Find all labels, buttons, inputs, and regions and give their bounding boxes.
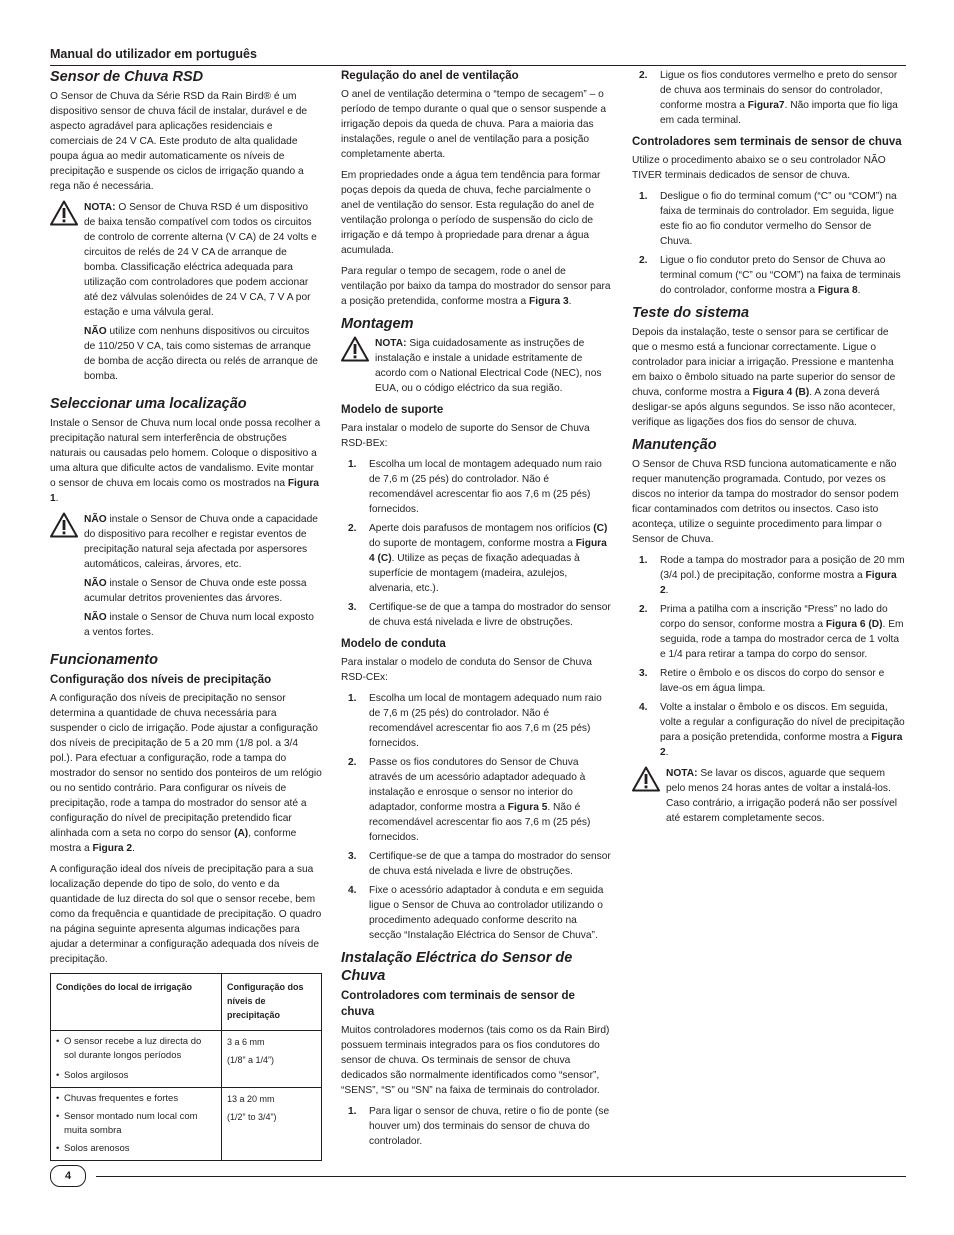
heading-modelo-conduta: Modelo de conduta bbox=[341, 638, 446, 650]
list-item: 2. Ligue os fios condutores vermelho e preto do sensor de chuva aos terminais do sensor do controlador, conforme mostra a Figura7. Não importa que fio liga em cada terminal. bbox=[639, 70, 898, 126]
column-right bbox=[632, 68, 906, 832]
paragraph-localizacao: Instale o Sensor de Chuva num local onde possa recolher a precipitação natural sem interferência de obstruções naturais ou causadas pelo homem. Coloque o dispositivo a uma altura que dificulte actos de vandalismo. Evite montar o sensor de chuva em locais como os mostrados na Figura 1. bbox=[50, 418, 321, 504]
header-divider bbox=[50, 65, 906, 66]
list-item: • Chuvas frequentes e fortes bbox=[56, 1092, 216, 1106]
paragraph-suporte: Para instalar o modelo de suporte do Sensor de Chuva RSD-BEx: bbox=[341, 423, 590, 449]
heading-regulacao-anel: Regulação do anel de ventilação bbox=[341, 70, 519, 82]
page-number: 4 bbox=[50, 1165, 86, 1187]
footer-divider bbox=[96, 1176, 906, 1177]
column-left bbox=[50, 68, 322, 1161]
list-item: 3. Certifique-se de que a tampa do mostrador do sensor de chuva está nivelada e livre de obstruções. bbox=[348, 602, 611, 628]
heading-modelo-suporte: Modelo de suporte bbox=[341, 404, 444, 416]
steps-conduta bbox=[341, 691, 611, 943]
table-cell-conditions bbox=[51, 1031, 222, 1088]
list-item: 1. Desligue o fio do terminal comum (“C” ou “COM”) na faixa de terminais do controlador. Em seguida, ligue este fio ao fio condutor vermelho do Sensor de Chuva. bbox=[639, 191, 897, 247]
heading-controladores-sem-terminais: Controladores sem terminais de sensor de chuva bbox=[632, 136, 902, 148]
precipitation-settings-table bbox=[50, 973, 322, 1161]
table-cell-setting: 3 a 6 mm (1/8” a 1/4”) bbox=[222, 1031, 322, 1088]
steps-suporte bbox=[341, 457, 611, 630]
steps-com-terminais bbox=[341, 1104, 611, 1149]
list-item: 2. Passe os fios condutores do Sensor de Chuva através de um acessório adaptador adequado à instalação e enrosque o sensor no interior do adaptador, conforme mostra a Figura 5. Não é recomendável acrescentar fio aos 7,6 m (25 pés) fornecidos. bbox=[348, 757, 591, 843]
list-item: 2. Prima a patilha com a inscrição “Press” no lado do corpo do sensor, conforme mostra a Figura 6 (D). Em seguida, rode a tampa do mostrador cerca de 1 volta e 1/4 para retirar a tampa do corpo do sensor. bbox=[639, 604, 904, 660]
note-low-voltage bbox=[50, 200, 322, 384]
list-item: 3. Certifique-se de que a tampa do mostrador do sensor de chuva está nivelada e livre de obstruções. bbox=[348, 851, 611, 877]
heading-manutencao: Manutenção bbox=[632, 437, 717, 453]
warning-icon bbox=[341, 336, 369, 362]
note-label: NOTA: bbox=[84, 202, 116, 213]
list-item: 1. Rode a tampa do mostrador para a posição de 20 mm (3/4 pol.) de precipitação, conforme mostra a Figura 2. bbox=[639, 555, 905, 596]
list-item: • O sensor recebe a luz directa do sol durante longos períodos bbox=[56, 1035, 216, 1063]
heading-configuracao-niveis: Configuração dos níveis de precipitação bbox=[50, 674, 272, 686]
warning-icon bbox=[50, 200, 78, 226]
steps-sem-terminais bbox=[632, 189, 906, 298]
list-item: 2. Ligue o fio condutor preto do Sensor de Chuva ao terminal comum (“C” ou “COM”) na faixa de terminais do controlador, conforme mostra a Figura 8. bbox=[639, 255, 901, 296]
list-item: • Sensor montado num local com muita sombra bbox=[56, 1110, 216, 1138]
list-item: 3. Retire o êmbolo e os discos do corpo do sensor e lave-os em água limpa. bbox=[639, 668, 885, 694]
table-row bbox=[51, 1088, 322, 1161]
list-item: 1. Escolha um local de montagem adequado num raio de 7,6 m (25 pés) do controlador. Não é recomendável acrescentar fio aos 7,6 m (25 pés) fornecidos. bbox=[348, 459, 602, 515]
paragraph-configuracao-1: A configuração dos níveis de precipitação no sensor determina a quantidade de chuva necessária para suspender o ciclo de irrigação. Pode ajustar a configuração dos níveis de precipitação de 5 a 20 mm (1/8 pol. a 3/4 pol.). Para efectuar a configuração, rode a tampa do mostrador do sensor no sentido dos ponteiros de um relógio ou no sentido contrário. Para configurar os níveis de precipitação, rode a tampa do mostrador do sensor até a configuração do nível de precipitação pretendido ficar alinhada com a seta no corpo do sensor (A), conforme mostra a Figura 2. bbox=[50, 693, 322, 854]
heading-sensor-de-chuva: Sensor de Chuva RSD bbox=[50, 69, 204, 85]
warning-icon bbox=[632, 766, 660, 792]
paragraph-manutencao: O Sensor de Chuva RSD funciona automaticamente e não requer manutenção programada. Contudo, por vezes os discos no interior da tampa do mostrador do sensor podem ficar contaminados com detritos ou insectos. Caso isto aconteça, utilize o seguinte procedimento para limpar o Sensor de Chuva. bbox=[632, 459, 899, 545]
note-text: utilize com nenhuns dispositivos ou circuitos de 110/250 V CA, tais como sistemas de arranque de bomba de acção directa ou relés de arranque de bomba. bbox=[84, 326, 318, 382]
paragraph-controladores-sem: Utilize o procedimento abaixo se o seu controlador NÃO TIVER terminais dedicados de sensor de chuva. bbox=[632, 155, 886, 181]
list-item: • Solos argilosos bbox=[56, 1069, 216, 1083]
table-row bbox=[51, 1031, 322, 1088]
table-header-cell: Condições do local de irrigação bbox=[51, 974, 222, 1031]
paragraph-conduta: Para instalar o modelo de conduta do Sensor de Chuva RSD-CEx: bbox=[341, 657, 592, 683]
note-text: O Sensor de Chuva RSD é um dispositivo de baixa tensão compatível com todos os circuitos de controlo de corrente alterna (V CA) de 24 volts e circuitos de relés de 24 V CA de arranque de bomba. Classificação eléctrica adequada para utilização com controladores que podem accionar até dez válvulas solenóides de 24 V CA, 7 V A por estação e uma válvula geral. bbox=[84, 202, 317, 318]
paragraph-anel-3: Para regular o tempo de secagem, rode o anel de ventilação por baixo da tampa do mostrador do sensor para a posição pretendida, conforme mostra a Figura 3. bbox=[341, 266, 611, 307]
note-location-warnings: NÃO instale o Sensor de Chuva onde a capacidade do dispositivo para recolher e registar eventos de precipitação natural seja afectada por aspersores automáticos, caleiras, árvores, etc. NÃO instale o Sensor de Chuva onde este possa acumular detritos provenientes das árvores. NÃO instale o Sensor de Chuva num local exposto a ventos fortes. bbox=[50, 512, 322, 640]
heading-montagem: Montagem bbox=[341, 316, 414, 332]
list-item: 2. Aperte dois parafusos de montagem nos orifícios (C) do suporte de montagem, conforme mostra a Figura 4 (C). Utilize as peças de fixação adequadas à superfície de montagem (madeira, azulejos, alvenaria, etc.). bbox=[348, 523, 608, 594]
column-middle bbox=[341, 68, 611, 1155]
list-item: • Solos arenosos bbox=[56, 1142, 216, 1156]
heading-teste-sistema: Teste do sistema bbox=[632, 305, 750, 321]
list-item: 4. Volte a instalar o êmbolo e os discos. Em seguida, volte a regular a configuração do nível de precipitação para a posição pretendida, conforme mostra a Figura 2. bbox=[639, 702, 905, 758]
heading-seleccionar-localizacao: Seleccionar uma localização bbox=[50, 396, 247, 412]
paragraph-configuracao-2: A configuração ideal dos níveis de precipitação para a sua localização depende do tipo de solo, do vento e da quantidade de luz directa do sol que o sensor recebe, bem como da frequência e quantidade de precipitação. O quadro na página seguinte apresenta algumas indicações para ajudar a determinar a configuração adequada dos níveis de precipitação. bbox=[50, 864, 322, 965]
note-drying: NOTA: Se lavar os discos, aguarde que sequem pelo menos 24 horas antes de voltar a instalá-los. Caso contrário, a irrigação poderá não ser possível até estarem completamente secos. bbox=[632, 766, 906, 826]
list-item: 4. Fixe o acessório adaptador à conduta e em seguida ligue o Sensor de Chuva ao controlador utilizando o procedimento adequado conforme descrito na secção “Instalação Eléctrica do Sensor de Chuva”. bbox=[348, 885, 604, 941]
paragraph-teste: Depois da instalação, teste o sensor para se certificar de que o mesmo está a funcionar correctamente. Ligue o controlador para iniciar a irrigação. Pressione e mantenha em baixo o êmbolo situado na parte superior do sensor de chuva, conforme mostra a Figura 4 (B). A zona deverá desligar-se após alguns segundos. Se isso não acontecer, verifique as ligações dos fios do sensor de chuva. bbox=[632, 327, 896, 428]
list-item: 1. Para ligar o sensor de chuva, retire o fio de ponte (se houver um) dos terminais do sensor de chuva do controlador. bbox=[348, 1106, 610, 1147]
steps-manutencao bbox=[632, 553, 906, 760]
paragraph-sensor-intro: O Sensor de Chuva da Série RSD da Rain Bird® é um dispositivo sensor de chuva fácil de instalar, durável e de aspecto agradável para aplicações residenciais e comerciais de 24 V CA. Este produto de alta qualidade poupa água ao medir automaticamente os níveis de precipitação e suspende os ciclos de irrigação quando a rega não é necessária. bbox=[50, 91, 308, 192]
table-header-row bbox=[51, 974, 322, 1031]
page-header-title: Manual do utilizador em português bbox=[50, 47, 257, 61]
table-header-cell: Configuração dos níveis de precipitação bbox=[222, 974, 322, 1031]
paragraph-controladores-com: Muitos controladores modernos (tais como os da Rain Bird) possuem terminais integrados para os fios condutores do sensor de chuva. Os terminais de sensor de chuva dedicados são normalmente identificados como “sensor”, “SENS”, “S” ou “SN” na faixa de terminais do controlador. bbox=[341, 1025, 610, 1096]
table-cell-setting: 13 a 20 mm (1/2” to 3/4”) bbox=[222, 1088, 322, 1161]
heading-instalacao-electrica: Instalação Eléctrica do Sensor de Chuva bbox=[341, 950, 573, 984]
steps-com-terminais-cont bbox=[632, 68, 906, 128]
table-cell-conditions bbox=[51, 1088, 222, 1161]
note-nao-label: NÃO bbox=[84, 326, 107, 337]
list-item: 1. Escolha um local de montagem adequado num raio de 7,6 m (25 pés) do controlador. Não é recomendável acrescentar fio aos 7,6 m (25 pés) fornecidos. bbox=[348, 693, 602, 749]
paragraph-anel-2: Em propriedades onde a água tem tendência para formar poças depois da queda de chuva, feche parcialmente o anel de ventilação do sensor. Esta regulação do anel de ventilação prolonga o período de suspensão do ciclo de irrigação e dá tempo à propriedade para drenar a água acumulada. bbox=[341, 170, 601, 256]
heading-funcionamento: Funcionamento bbox=[50, 652, 158, 668]
note-nec: NOTA: Siga cuidadosamente as instruções de instalação e instale a unidade estritamente de acordo com o National Electrical Code (NEC), nos EUA, ou o código eléctrico da sua região. bbox=[341, 336, 611, 396]
heading-controladores-com-terminais: Controladores com terminais de sensor de chuva bbox=[341, 990, 575, 1018]
paragraph-anel-1: O anel de ventilação determina o “tempo de secagem” – o período de tempo durante o qual que o sensor suspende a irrigação depois da queda de chuva. Para a maioria das instalações, regule o anel de ventilação para a posição completamente aberta. bbox=[341, 89, 607, 160]
warning-icon bbox=[50, 512, 78, 538]
